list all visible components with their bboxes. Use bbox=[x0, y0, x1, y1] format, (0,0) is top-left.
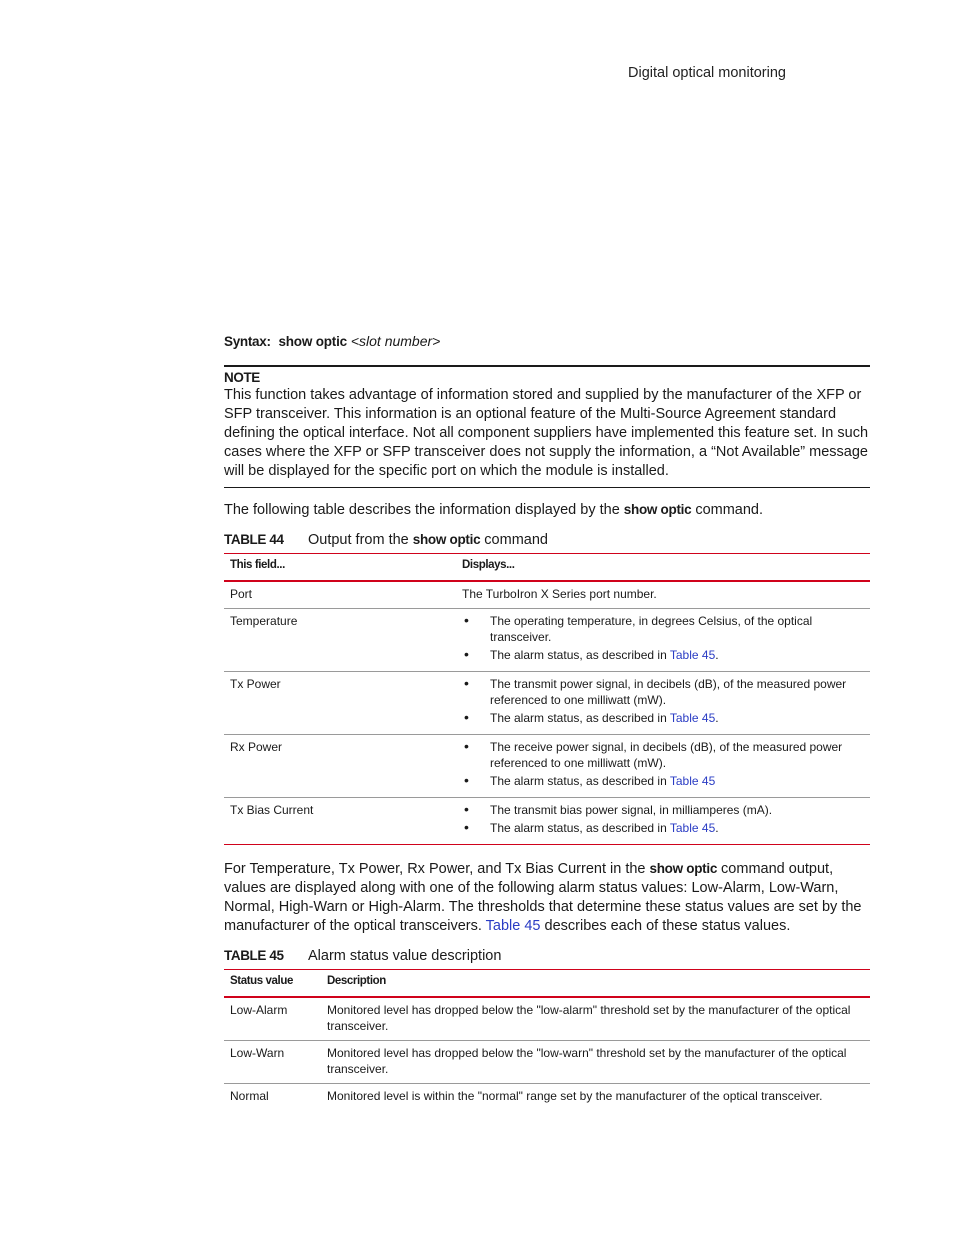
table45-link[interactable]: Table 45 bbox=[669, 821, 716, 835]
bullet-punct: . bbox=[715, 821, 719, 835]
bullet-item: • The operating temperature, in degrees Celsius, of the optical transceiver. bbox=[462, 613, 864, 645]
note-text: This function takes advantage of information stored and supplied by the manufacturer of the XFP or SFP transceiver. This information is an optional feature of the Multi-Source Agreement standard defining the optical interface. Not all component suppliers have implemented this feature set. In such cases where the XFP or SFP transceiver does not supply the information, a “Not Available” message will be displayed for the specific port on which the module is installed. bbox=[224, 387, 869, 479]
table45-link[interactable]: Table 45 bbox=[485, 918, 541, 934]
bullet-item: • The receive power signal, in decibels (dB), of the measured power referenced to one milliwatt (mW). bbox=[462, 739, 864, 771]
table-row bbox=[224, 581, 870, 609]
table-row bbox=[224, 735, 870, 798]
bullet-item bbox=[462, 647, 864, 663]
table44-number: TABLE 44 bbox=[224, 532, 284, 547]
bullet-text: The alarm status, as described in bbox=[490, 774, 670, 788]
description-cell: Monitored level has dropped below the "low-warn" threshold set by the manufacturer of the optical transceiver. bbox=[321, 1041, 870, 1084]
bullet-item bbox=[462, 710, 864, 726]
table45-link[interactable]: Table 45 bbox=[669, 711, 716, 725]
intro-text-before: The following table describes the information displayed by the bbox=[224, 502, 624, 518]
table44 bbox=[224, 553, 870, 845]
table44-title-command: show optic bbox=[412, 532, 481, 547]
bullet-punct: . bbox=[715, 648, 719, 662]
table44-title-before: Output from the bbox=[308, 532, 413, 548]
status-cell: Low-Alarm bbox=[224, 997, 321, 1041]
table-row bbox=[224, 798, 870, 845]
table44-title bbox=[308, 532, 548, 548]
bullet-text: The alarm status, as described in bbox=[490, 821, 670, 835]
status-paragraph bbox=[224, 859, 870, 936]
syntax-line bbox=[224, 333, 870, 349]
table-header-row bbox=[224, 970, 870, 998]
intro-command: show optic bbox=[623, 502, 692, 517]
syntax-label: Syntax: bbox=[224, 334, 271, 349]
table45-title: Alarm status value description bbox=[308, 948, 502, 964]
status-cell: Normal bbox=[230, 1089, 269, 1103]
table45-number: TABLE 45 bbox=[224, 948, 284, 963]
bullet-text: The alarm status, as described in bbox=[490, 711, 670, 725]
table-row bbox=[224, 1041, 870, 1084]
table45-link[interactable]: Table 45 bbox=[669, 648, 716, 662]
field-cell: Temperature bbox=[224, 609, 456, 672]
bullet-text: The alarm status, as described in bbox=[490, 648, 670, 662]
displays-cell: The TurboIron X Series port number. bbox=[456, 581, 870, 609]
syntax-command: show optic bbox=[278, 334, 347, 349]
table44-caption bbox=[224, 532, 870, 548]
para2-command: show optic bbox=[649, 861, 718, 876]
description-cell: Monitored level is within the "normal" range set by the manufacturer of the optical transceiver. bbox=[327, 1089, 823, 1103]
para2-text-after: describes each of these status values. bbox=[540, 918, 791, 934]
table-header-row bbox=[224, 554, 870, 582]
note-box bbox=[224, 365, 870, 488]
syntax-argument: <slot number> bbox=[350, 333, 441, 349]
note-title: NOTE bbox=[224, 370, 260, 385]
table-row bbox=[224, 997, 870, 1041]
displays-cell bbox=[456, 735, 870, 798]
table44-title-after: command bbox=[480, 532, 548, 548]
table45-link[interactable]: Table 45 bbox=[669, 774, 716, 788]
displays-cell bbox=[456, 609, 870, 672]
table45-col-description: Description bbox=[321, 970, 870, 998]
field-cell: Port bbox=[224, 581, 456, 609]
intro-paragraph bbox=[224, 500, 870, 520]
field-cell: Tx Power bbox=[224, 672, 456, 735]
intro-text-after: command. bbox=[691, 502, 764, 518]
table45 bbox=[224, 969, 870, 1110]
bullet-punct: . bbox=[715, 711, 719, 725]
status-cell: Low-Warn bbox=[224, 1041, 321, 1084]
displays-cell bbox=[456, 672, 870, 735]
table-row bbox=[224, 1084, 870, 1111]
page-content bbox=[224, 333, 870, 1124]
table-row bbox=[224, 672, 870, 735]
bullet-item: • The transmit power signal, in decibels (dB), of the measured power referenced to one milliwatt (mW). bbox=[462, 676, 864, 708]
table44-col-displays: Displays... bbox=[456, 554, 870, 582]
field-cell: Rx Power bbox=[224, 735, 456, 798]
running-header: Digital optical monitoring bbox=[628, 65, 786, 81]
para2-text-middle: command output, values are displayed along with one of the following alarm status values: Low-Alarm, Low-Warn, Normal, High-Warn or High-Alarm. The thresholds that determine these status values are set by the manufacturer of the optical transceivers. bbox=[224, 861, 862, 934]
table44-col-field: This field... bbox=[224, 554, 456, 582]
field-cell: Tx Bias Current bbox=[224, 798, 456, 845]
table45-col-status: Status value bbox=[224, 970, 321, 998]
bullet-item bbox=[462, 820, 864, 836]
displays-cell bbox=[456, 798, 870, 845]
para2-text-before: For Temperature, Tx Power, Rx Power, and Tx Bias Current in the bbox=[224, 861, 650, 877]
table-row bbox=[224, 609, 870, 672]
description-cell: Monitored level has dropped below the "low-alarm" threshold set by the manufacturer of the optical transceiver. bbox=[321, 997, 870, 1041]
bullet-item: • The transmit bias power signal, in milliamperes (mA). bbox=[462, 802, 864, 818]
table45-caption bbox=[224, 948, 870, 964]
bullet-item bbox=[462, 773, 864, 789]
